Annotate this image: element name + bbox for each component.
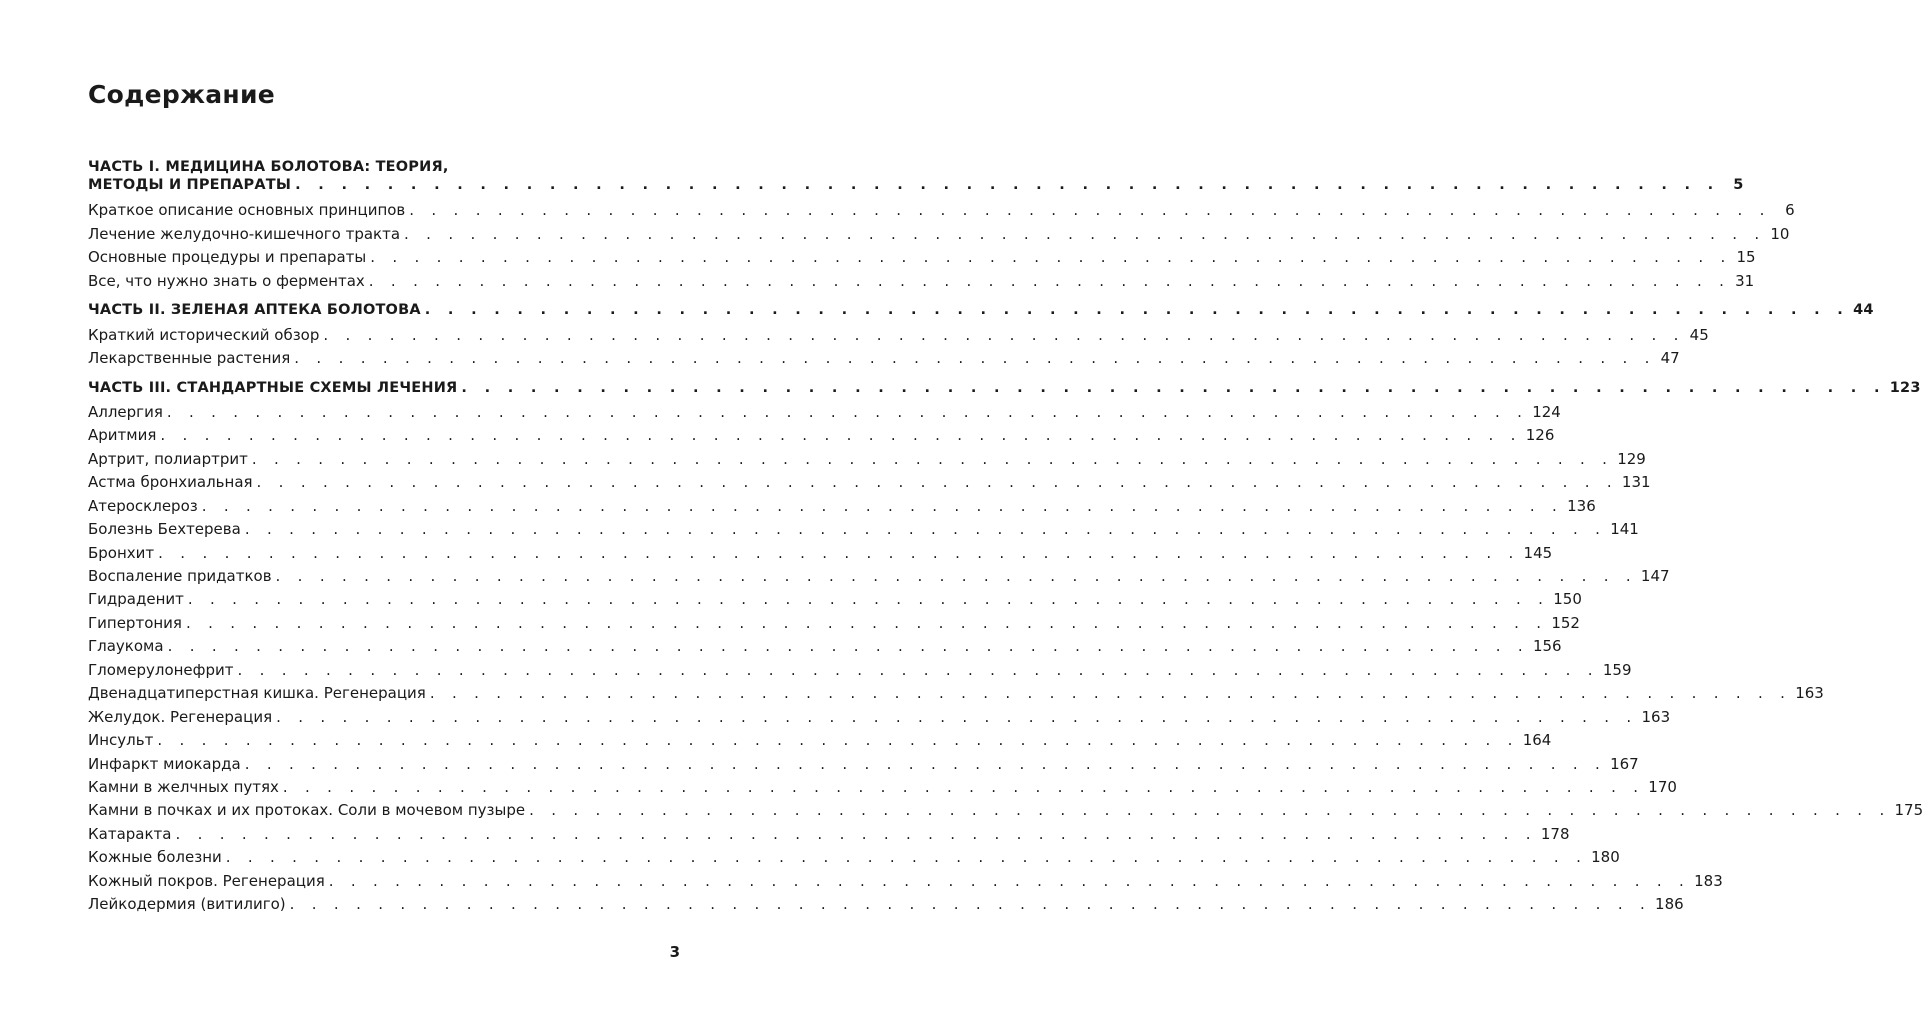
toc-entry[interactable]: [88, 543, 1553, 567]
toc-entry-label: Основные процедуры и препараты: [88, 248, 367, 267]
dot-leader: . . . . . . . . . . . . . . . . . . . . . . . . . . . . . . . . . . . . . . . . . . . . . . . . . . . . . . . . . . . . . .: [404, 224, 1766, 243]
toc-entry-label: Кожный покров. Регенерация: [88, 871, 325, 890]
dot-leader: . . . . . . . . . . . . . . . . . . . . . . . . . . . . . . . . . . . . . . . . . . . . . . . . . . . . . . . . . . . . . .: [429, 684, 1792, 703]
dot-leader: . . . . . . . . . . . . . . . . . . . . . . . . . . . . . . . . . . . . . . . . . . . . . . . . . . . . . . . . . . . . . .: [160, 426, 1522, 445]
toc-entry[interactable]: [88, 731, 1552, 754]
toc-page-number: 124: [1532, 402, 1561, 421]
toc-entry-label: Желудок. Регенерация: [88, 707, 273, 726]
dot-leader: . . . . . . . . . . . . . . . . . . . . . . . . . . . . . . . . . . . . . . . . . . . . . . . . . . . . . . . . . . . . . .: [294, 349, 1656, 368]
toc-page-number: 186: [1655, 895, 1684, 914]
toc-page-number: 156: [1532, 637, 1562, 656]
toc-entry-label: Лечение желудочно-кишечного тракта: [88, 224, 401, 243]
dot-leader: . . . . . . . . . . . . . . . . . . . . . . . . . . . . . . . . . . . . . . . . . . . . . . . . . . . . . . . . . . . . . .: [185, 613, 1548, 632]
toc-entry[interactable]: [88, 224, 1790, 248]
dot-leader: . . . . . . . . . . . . . . . . . . . . . . . . . . . . . . . . . . . . . . . . . . . . . . . . . . . . . . . . . . . . . .: [157, 731, 1519, 750]
toc-entry-label: Глаукома: [88, 637, 164, 656]
toc-entry-label: Все, что нужно знать о ферментах: [88, 271, 365, 290]
toc-page-number: 183: [1694, 871, 1723, 890]
toc-entry-label: Бронхит: [88, 543, 155, 562]
dot-leader: . . . . . . . . . . . . . . . . . . . . . . . . . . . . . . . . . . . . . . . . . . . . . . . . . . . . . . . . . . . . . .: [276, 707, 1638, 726]
toc-entry[interactable]: [88, 496, 1596, 520]
toc-entry-label: Лекарственные растения: [88, 349, 291, 368]
toc-page-number: 175: [1894, 801, 1923, 820]
toc-entry[interactable]: [88, 895, 1684, 918]
toc-entry[interactable]: [88, 402, 1561, 426]
toc-page-number: 180: [1591, 848, 1620, 867]
toc-entry[interactable]: [88, 707, 1671, 731]
toc-entry[interactable]: [88, 590, 1582, 613]
toc-entry[interactable]: [88, 567, 1670, 590]
page-number: 3: [669, 943, 680, 961]
table-of-contents: [88, 157, 1923, 919]
toc-entry-label: Гломерулонефрит: [88, 660, 234, 679]
toc-page-number: 159: [1602, 660, 1632, 679]
dot-leader: . . . . . . . . . . . . . . . . . . . . . . . . . . . . . . . . . . . . . . . . . . . . . . . . . . . . . . . . . . . . . .: [289, 895, 1652, 914]
dot-leader: . . . . . . . . . . . . . . . . . . . . . . . . . . . . . . . . . . . . . . . . . . . . . . . . . . . . . . . . . . . . . .: [166, 402, 1529, 421]
dot-leader: . . . . . . . . . . . . . . . . . . . . . . . . . . . . . . . . . . . . . . . . . . . . . . . . . . . . . . . . . . . . . .: [175, 824, 1537, 843]
toc-part-entry[interactable]: [88, 177, 1744, 200]
toc-page-number: 44: [1853, 302, 1874, 319]
dot-leader: . . . . . . . . . . . . . . . . . . . . . . . . . . . . . . . . . . . . . . . . . . . . . . . . . . . . . . . . . . . . . .: [529, 801, 1891, 820]
toc-page-number: 126: [1525, 426, 1555, 445]
dot-leader: . . . . . . . . . . . . . . . . . . . . . . . . . . . . . . . . . . . . . . . . . . . . . . . . . . . . . . . . . . . . . .: [368, 271, 1731, 290]
dot-leader: . . . . . . . . . . . . . . . . . . . . . . . . . . . . . . . . . . . . . . . . . . . . . . . . . . . . . . . . . . . . . .: [424, 302, 1850, 319]
toc-page-number: 131: [1621, 473, 1651, 492]
toc-entry-label: Атеросклероз: [88, 496, 198, 515]
page-title: Содержание: [88, 80, 276, 109]
toc-entry[interactable]: [88, 684, 1824, 707]
dot-leader: . . . . . . . . . . . . . . . . . . . . . . . . . . . . . . . . . . . . . . . . . . . . . . . . . . . . . . . . . . . . . .: [323, 325, 1685, 344]
toc-entry[interactable]: [88, 473, 1651, 496]
dot-leader: . . . . . . . . . . . . . . . . . . . . . . . . . . . . . . . . . . . . . . . . . . . . . . . . . . . . . . . . . . . . . .: [461, 379, 1886, 396]
dot-leader: . . . . . . . . . . . . . . . . . . . . . . . . . . . . . . . . . . . . . . . . . . . . . . . . . . . . . . . . . . . . . .: [244, 754, 1607, 773]
toc-entry-label: Гидраденит: [88, 590, 184, 609]
toc-entry[interactable]: [88, 426, 1555, 449]
toc-entry-label: Инсульт: [88, 731, 154, 750]
toc-entry[interactable]: [88, 613, 1580, 637]
toc-entry[interactable]: [88, 248, 1756, 271]
toc-entry-label: Гипертония: [88, 613, 182, 632]
dot-leader: . . . . . . . . . . . . . . . . . . . . . . . . . . . . . . . . . . . . . . . . . . . . . . . . . . . . . . . . . . . . . .: [256, 473, 1618, 492]
toc-entry[interactable]: [88, 660, 1632, 684]
toc-page-number: 47: [1660, 349, 1680, 368]
toc-part-label: ЧАСТЬ I. МЕДИЦИНА БОЛОТОВА: ТЕОРИЯ,: [88, 159, 449, 175]
toc-entry-label: Камни в почках и их протоках. Соли в мочевом пузыре: [88, 801, 526, 820]
toc-entry-label: Аллергия: [88, 402, 163, 421]
dot-leader: . . . . . . . . . . . . . . . . . . . . . . . . . . . . . . . . . . . . . . . . . . . . . . . . . . . . . . . . . . . . . .: [237, 660, 1599, 679]
toc-page-number: 167: [1610, 754, 1639, 773]
toc-entry-label: Аритмия: [88, 426, 157, 445]
dot-leader: . . . . . . . . . . . . . . . . . . . . . . . . . . . . . . . . . . . . . . . . . . . . . . . . . . . . . . . . . . . . . .: [328, 871, 1691, 890]
toc-entry[interactable]: [88, 801, 1923, 824]
toc-page-number: 178: [1540, 824, 1570, 843]
toc-entry-label: Артрит, полиартрит: [88, 449, 248, 468]
toc-part-entry[interactable]: [88, 379, 1921, 403]
toc-page-number: 145: [1523, 543, 1553, 562]
toc-page-number: 6: [1785, 201, 1795, 220]
toc-entry[interactable]: [88, 637, 1562, 660]
toc-entry-label: Катаракта: [88, 824, 172, 843]
toc-part-label: ЧАСТЬ II. ЗЕЛЕНАЯ АПТЕКА БОЛОТОВА: [88, 302, 421, 319]
toc-page-number: 123: [1889, 379, 1921, 396]
toc-page-number: 163: [1795, 684, 1824, 703]
toc-page-number: 15: [1736, 248, 1756, 267]
toc-entry[interactable]: [88, 848, 1620, 871]
toc-entry[interactable]: [88, 349, 1680, 372]
toc-entry-label: Краткое описание основных принципов: [88, 201, 406, 220]
toc-page-number: 164: [1522, 731, 1552, 750]
toc-page-number: 5: [1733, 177, 1744, 193]
dot-leader: . . . . . . . . . . . . . . . . . . . . . . . . . . . . . . . . . . . . . . . . . . . . . . . . . . . . . . . . . . . . . .: [409, 201, 1771, 220]
toc-entry-label: Инфаркт миокарда: [88, 754, 241, 773]
dot-leader: . . . . . . . . . . . . . . . . . . . . . . . . . . . . . . . . . . . . . . . . . . . . . . . . . . . . . . . . . . . . . .: [251, 449, 1614, 468]
toc-entry-label: Кожные болезни: [88, 848, 222, 867]
dot-leader: . . . . . . . . . . . . . . . . . . . . . . . . . . . . . . . . . . . . . . . . . . . . . . . . . . . . . . . . . . . . . .: [275, 567, 1637, 585]
dot-leader: . . . . . . . . . . . . . . . . . . . . . . . . . . . . . . . . . . . . . . . . . . . . . . . . . . . . . . . . . . . . . .: [370, 248, 1732, 267]
toc-entry-label: Камни в желчных путях: [88, 777, 279, 796]
toc-entry-label: Двенадцатиперстная кишка. Регенерация: [88, 684, 426, 703]
toc-entry[interactable]: [88, 871, 1723, 895]
toc-entry-label: Лейкодермия (витилиго): [88, 895, 286, 914]
toc-entry-label: Краткий исторический обзор: [88, 325, 320, 344]
dot-leader: . . . . . . . . . . . . . . . . . . . . . . . . . . . . . . . . . . . . . . . . . . . . . . . . . . . . . . . . . . . . . .: [295, 177, 1720, 193]
toc-entry[interactable]: [88, 520, 1639, 543]
toc-part-label: ЧАСТЬ III. СТАНДАРТНЫЕ СХЕМЫ ЛЕЧЕНИЯ: [88, 379, 458, 396]
toc-entry[interactable]: [88, 449, 1646, 473]
toc-page-number: 10: [1770, 224, 1790, 243]
toc-entry-label: Болезнь Бехтерева: [88, 520, 241, 539]
toc-part-entry[interactable]: [88, 302, 1874, 325]
toc-entry-label: Воспаление придатков: [88, 567, 272, 585]
toc-entry[interactable]: [88, 271, 1755, 295]
toc-entry[interactable]: [88, 201, 1795, 224]
toc-entry[interactable]: [88, 754, 1639, 778]
toc-page-number: 141: [1610, 520, 1639, 539]
toc-part-label: МЕТОДЫ И ПРЕПАРАТЫ: [88, 177, 292, 193]
toc-page-number: 152: [1551, 613, 1580, 632]
toc-entry-label: Астма бронхиальная: [88, 473, 253, 492]
toc-page-number: 136: [1567, 496, 1596, 515]
toc-page-number: 45: [1689, 325, 1709, 344]
dot-leader: . . . . . . . . . . . . . . . . . . . . . . . . . . . . . . . . . . . . . . . . . . . . . . . . . . . . . . . . . . . . . .: [225, 848, 1588, 867]
toc-page-number: 129: [1617, 449, 1646, 468]
toc-entry[interactable]: [88, 325, 1709, 349]
dot-leader: . . . . . . . . . . . . . . . . . . . . . . . . . . . . . . . . . . . . . . . . . . . . . . . . . . . . . . . . . . . . . .: [282, 777, 1645, 796]
toc-page-number: 147: [1640, 567, 1670, 585]
dot-leader: . . . . . . . . . . . . . . . . . . . . . . . . . . . . . . . . . . . . . . . . . . . . . . . . . . . . . . . . . . . . . .: [167, 637, 1529, 656]
toc-page-number: 31: [1735, 271, 1755, 290]
toc-entry[interactable]: [88, 777, 1677, 801]
toc-entry[interactable]: [88, 824, 1570, 848]
dot-leader: . . . . . . . . . . . . . . . . . . . . . . . . . . . . . . . . . . . . . . . . . . . . . . . . . . . . . . . . . . . . . .: [187, 590, 1550, 609]
toc-page-number: 150: [1553, 590, 1582, 609]
dot-leader: . . . . . . . . . . . . . . . . . . . . . . . . . . . . . . . . . . . . . . . . . . . . . . . . . . . . . . . . . . . . . .: [158, 543, 1520, 562]
dot-leader: . . . . . . . . . . . . . . . . . . . . . . . . . . . . . . . . . . . . . . . . . . . . . . . . . . . . . . . . . . . . . .: [201, 496, 1564, 515]
toc-page-number: 163: [1641, 707, 1671, 726]
toc-page-number: 170: [1648, 777, 1677, 796]
toc-part-heading-line: [88, 157, 681, 177]
dot-leader: . . . . . . . . . . . . . . . . . . . . . . . . . . . . . . . . . . . . . . . . . . . . . . . . . . . . . . . . . . . . . .: [244, 520, 1607, 539]
